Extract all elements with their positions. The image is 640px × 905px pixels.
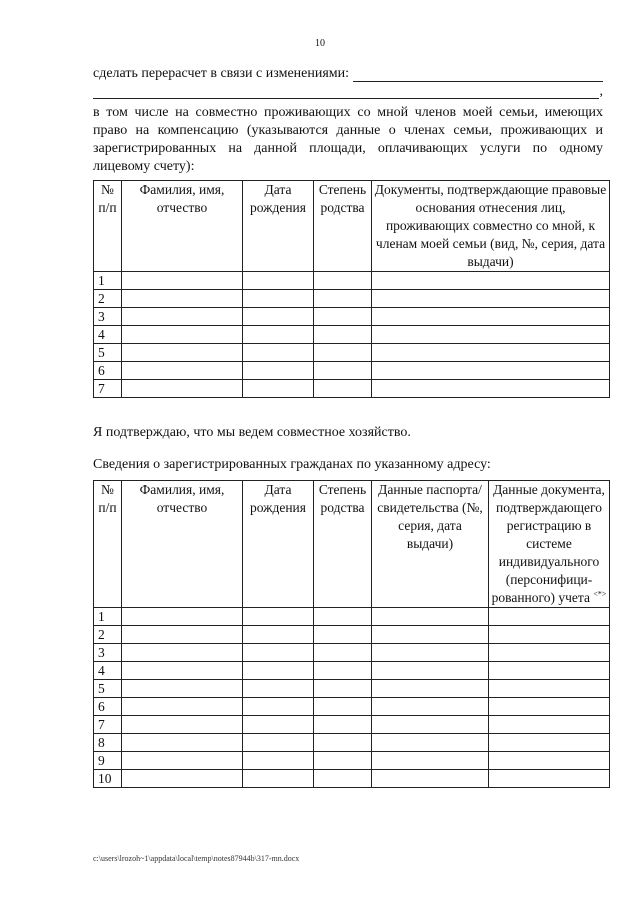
table-cell[interactable] [122,644,243,662]
row-number: 6 [94,698,122,716]
table-cell[interactable] [122,662,243,680]
table-cell[interactable] [372,362,610,380]
table-cell[interactable] [314,698,372,716]
table-cell[interactable] [314,770,372,788]
table-cell[interactable] [314,716,372,734]
header-name: Фамилия, имя, отчество [122,481,243,608]
table-cell[interactable] [372,716,489,734]
recalc-continuation-line [93,82,603,99]
trailing-comma: , [599,84,603,99]
header-passport-data: Данные паспорта/ свидетельства (№, серия, дата выдачи) [372,481,489,608]
table-cell[interactable] [372,752,489,770]
table-cell[interactable] [314,608,372,626]
table-row [94,608,610,626]
table-cell[interactable] [243,344,314,362]
row-number: 5 [94,680,122,698]
table-cell[interactable] [314,362,372,380]
intro-paragraph: в том числе на совместно проживающих со мной членов моей семьи, имеющих право на компенсацию (указываются данные о членах семьи, проживающих и зарегистрированных на данной площади, оплачивающих услуги по одному лицевому счету): [93,105,603,174]
row-number: 10 [94,770,122,788]
table-row [94,680,610,698]
table-cell[interactable] [122,698,243,716]
table-cell[interactable] [314,662,372,680]
table-cell[interactable] [243,326,314,344]
table-cell[interactable] [314,752,372,770]
table-cell[interactable] [122,716,243,734]
row-number: 2 [94,626,122,644]
table-row [94,362,610,380]
table-row [94,662,610,680]
table-cell[interactable] [122,308,243,326]
table-cell[interactable] [372,644,489,662]
page-number: 10 [315,38,325,49]
table-cell[interactable] [372,734,489,752]
header-name: Фамилия, имя, отчество [122,181,243,272]
family-table-body [94,272,610,398]
table-row [94,752,610,770]
row-number: 1 [94,608,122,626]
table-cell[interactable] [243,644,314,662]
table-row [94,326,610,344]
footnote-marker: <*> [593,589,607,599]
recalc-label: сделать перерасчет в связи с изменениями: [93,66,350,81]
table-row [94,716,610,734]
table-cell[interactable] [489,770,610,788]
table-cell[interactable] [372,344,610,362]
table-cell[interactable] [243,716,314,734]
table-cell[interactable] [314,644,372,662]
table-cell[interactable] [372,272,610,290]
row-number: 3 [94,308,122,326]
family-members-table [93,180,610,398]
row-number: 4 [94,662,122,680]
table-row [94,770,610,788]
table-cell[interactable] [122,344,243,362]
table-row [94,290,610,308]
table-cell[interactable] [314,290,372,308]
table-cell[interactable] [243,272,314,290]
header-relation: Степень родства [314,481,372,608]
row-number: 6 [94,362,122,380]
table-cell[interactable] [122,608,243,626]
table-cell[interactable] [489,644,610,662]
table-cell[interactable] [372,770,489,788]
registered-table-body [94,608,610,788]
table-cell[interactable] [489,662,610,680]
header-num: № п/п [94,181,122,272]
table-row [94,734,610,752]
row-number: 7 [94,380,122,398]
table-cell[interactable] [314,380,372,398]
row-number: 4 [94,326,122,344]
table-row [94,308,610,326]
recalc-reason-field[interactable] [353,67,603,82]
header-birth-date: Дата рождения [243,481,314,608]
registered-citizens-heading: Сведения о зарегистрированных гражданах по указанному адресу: [93,457,491,472]
row-number: 7 [94,716,122,734]
table-cell[interactable] [243,734,314,752]
row-number: 3 [94,644,122,662]
table-cell[interactable] [489,680,610,698]
table-cell[interactable] [122,272,243,290]
header-relation: Степень родства [314,181,372,272]
table-cell[interactable] [314,344,372,362]
table-row [94,698,610,716]
table-row [94,380,610,398]
table-cell[interactable] [372,608,489,626]
file-path-footer: c:\users\lrozoh~1\appdata\local\temp\notes87944b\317-mn.docx [93,854,300,863]
table-cell[interactable] [243,362,314,380]
table-cell[interactable] [122,380,243,398]
table-cell[interactable] [489,716,610,734]
table-cell[interactable] [489,752,610,770]
table-cell[interactable] [372,326,610,344]
table-cell[interactable] [122,752,243,770]
registration-doc-label: Данные документа, подтверждающего регистрацию в системе индивидуального (персонифици-рованного) учета [491,482,605,605]
table-cell[interactable] [243,290,314,308]
table-cell[interactable] [122,770,243,788]
table-cell[interactable] [372,290,610,308]
registered-citizens-table [93,480,610,788]
table-cell[interactable] [372,308,610,326]
table-header-row [94,481,610,608]
row-number: 2 [94,290,122,308]
header-registration-doc [489,481,610,608]
table-cell[interactable] [243,608,314,626]
table-cell[interactable] [122,326,243,344]
table-cell[interactable] [314,308,372,326]
table-row [94,626,610,644]
table-cell[interactable] [372,698,489,716]
table-cell[interactable] [243,626,314,644]
recalc-line [93,65,603,82]
header-documents: Документы, подтверждающие правовые основания отнесения лиц, проживающих совместно со мной, к членам моей семьи (вид, №, серия, дата выдачи) [372,181,610,272]
table-cell[interactable] [122,362,243,380]
table-cell[interactable] [372,626,489,644]
row-number: 9 [94,752,122,770]
table-cell[interactable] [243,308,314,326]
table-cell[interactable] [489,608,610,626]
row-number: 8 [94,734,122,752]
table-cell[interactable] [243,680,314,698]
table-cell[interactable] [122,734,243,752]
table-cell[interactable] [122,626,243,644]
table-cell[interactable] [372,380,610,398]
table-cell[interactable] [243,770,314,788]
row-number: 5 [94,344,122,362]
table-cell[interactable] [243,662,314,680]
table-row [94,644,610,662]
table-cell[interactable] [489,698,610,716]
header-num: № п/п [94,481,122,608]
table-cell[interactable] [243,698,314,716]
table-cell[interactable] [372,662,489,680]
table-cell[interactable] [243,380,314,398]
table-header-row [94,181,610,272]
table-cell[interactable] [243,752,314,770]
table-cell[interactable] [122,290,243,308]
row-number: 1 [94,272,122,290]
table-cell[interactable] [489,734,610,752]
table-cell[interactable] [122,680,243,698]
table-cell[interactable] [489,626,610,644]
table-row [94,344,610,362]
table-cell[interactable] [372,680,489,698]
table-cell[interactable] [314,734,372,752]
table-row [94,272,610,290]
table-cell[interactable] [314,272,372,290]
table-cell[interactable] [314,626,372,644]
recalc-reason-field-continued[interactable] [93,84,599,99]
joint-household-statement: Я подтверждаю, что мы ведем совместное хозяйство. [93,425,411,440]
table-cell[interactable] [314,680,372,698]
header-birth-date: Дата рождения [243,181,314,272]
table-cell[interactable] [314,326,372,344]
